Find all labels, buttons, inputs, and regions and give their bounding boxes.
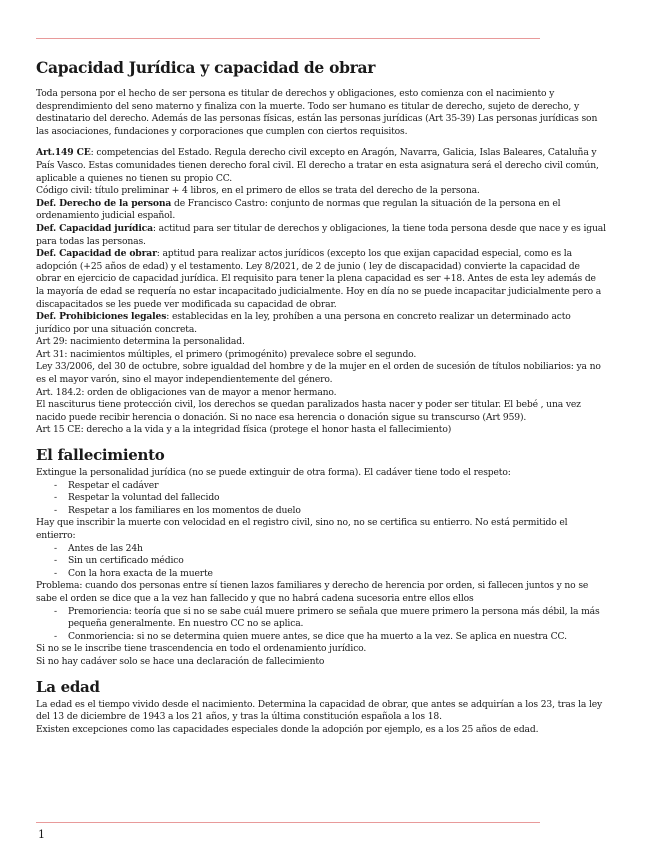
article-line: Art 15 CE: derecho a la vida y a la integridad física (protege el honor hasta el fallecimiento): [36, 424, 452, 436]
def-derecho-label: Def. Derecho de la persona: [36, 197, 172, 209]
def-prohibiciones-paragraph: [36, 311, 606, 336]
art149-paragraph: [36, 147, 606, 185]
registro-intro: Hay que inscribir la muerte con velocidad en el registro civil, sino no, no se certifica su entierro. No está permitido el entierro:: [36, 517, 568, 541]
list-item: - Con la hora exacta de la muerte: [56, 568, 606, 581]
def-derecho-paragraph: [36, 198, 606, 223]
teorias-list: [36, 606, 606, 644]
article-line: Art 31: nacimientos múltiples, el primero (primogénito) prevalece sobre el segundo.: [36, 348, 417, 360]
list-item: - Respetar la voluntad del fallecido: [56, 492, 606, 505]
page-title: Capacidad Jurídica y capacidad de obrar: [36, 58, 376, 77]
article-line: Art. 184.2: orden de obligaciones van de mayor a menor hermano.: [36, 386, 337, 398]
def-juridica-paragraph: [36, 223, 606, 248]
article-line: El nasciturus tiene protección civil, los derechos se quedan paralizados hasta nacer y poder ser titular. El bebé , una vez nacido puede recibir herencia o donación. Si no nace esa herencia o donación sigue su transcurso (Art 959).: [36, 399, 581, 423]
closing-line: Si no hay cadáver solo se hace una declaración de fallecimiento: [36, 655, 325, 667]
list-item: - Respetar el cadáver: [56, 480, 606, 493]
def-obrar-label: Def. Capacidad de obrar: [36, 248, 157, 260]
edad-heading: La edad: [36, 677, 100, 696]
edad-line: Existen excepciones como las capacidades especiales donde la adopción por ejemplo, es a los 25 años de edad.: [36, 723, 539, 735]
list-item: - Sin un certificado médico: [56, 555, 606, 568]
problema-paragraph: Problema: cuando dos personas entre sí tienen lazos familiares y derecho de herencia por orden, si fallecen juntos y no se sabe el orden se dice que a la vez han fallecido y que no habrá cadena sucesoria entre ellos ellos: [36, 580, 589, 604]
closing-line: Si no se le inscribe tiene trascendencia en todo el ordenamiento jurídico.: [36, 643, 367, 655]
registro-list: [36, 543, 606, 581]
page-number: 1: [38, 828, 45, 841]
list-item: - Premoriencia: teoría que si no se sabe cuál muere primero se señala que muere primero la persona más débil, la más pequeña generalmente. En nuestro CC no se aplica.: [56, 606, 606, 631]
def-juridica-text: : actitud para ser titular de derechos y obligaciones, la tiene toda persona desde que nace y es igual para todas las personas.: [36, 222, 606, 247]
document-body: [36, 54, 606, 736]
def-juridica-label: Def. Capacidad jurídica: [36, 222, 153, 234]
def-obrar-text: : aptitud para realizar actos jurídicos (excepto los que exijan capacidad especial, como es la adopción (+25 años de edad) y el testamento. Ley 8/2021, de 2 de junio ( ley de discapacidad) convierte la capacidad de obrar en ejercicio de capacidad jurídica. El requisito para tener la plena capacidad es ser +18. Antes de esta ley además de la mayoría de edad se requería no estar incapacitado judicialmente. Hoy en día no se puede incapacitar judicialmente pero a discapacitados se les puede ver modificada su capacidad de obrar.: [36, 248, 602, 310]
article-line: Art 29: nacimiento determina la personalidad.: [36, 336, 245, 348]
def-obrar-paragraph: [36, 248, 606, 311]
edad-line: La edad es el tiempo vivido desde el nacimiento. Determina la capacidad de obrar, que antes se adquirían a los 23, tras la ley del 13 de diciembre de 1943 a los 21 años, y tras la última constitución española a los 18.: [36, 698, 603, 723]
list-item: - Respetar a los familiares en los momentos de duelo: [56, 505, 606, 518]
list-item: - Antes de las 24h: [56, 543, 606, 556]
intro-paragraph: Toda persona por el hecho de ser persona es titular de derechos y obligaciones, esto comienza con el nacimiento y desprendimiento del seno materno y finaliza con la muerte. Todo ser humano es titular de derecho, sujeto de derecho, y destinatario del derecho. Además de las personas físicas, están las personas jurídicas (Art 35-39) Las personas jurídicas son las asociaciones, fundaciones y corporaciones que cumplen con ciertos requisitos.: [36, 88, 598, 137]
art149-label: Art.149 CE: [36, 147, 91, 159]
list-item: - Conmoriencia: si no se determina quien muere antes, se dice que ha muerto a la vez. Se aplica en nuestra CC.: [56, 631, 606, 644]
footer-rule: [36, 822, 540, 823]
def-prohibiciones-label: Def. Prohibiciones legales: [36, 311, 167, 323]
def-derecho-text: de Francisco Castro: conjunto de normas que regulan la situación de la persona en el ordenamiento judicial español.: [36, 197, 561, 222]
codigo-civil-line: Código civil: título preliminar + 4 libros, en el primero de ellos se trata del derecho de la persona.: [36, 185, 480, 197]
header-rule: [36, 38, 540, 39]
art149-text: : competencias del Estado. Regula derecho civil excepto en Aragón, Navarra, Galicia, Islas Baleares, Cataluña y País Vasco. Estas comunidades tienen derecho foral civil. El derecho a tratar en esta asignatura será el derecho civil común, aplicable a quienes no tienen su propio CC.: [36, 147, 599, 184]
fallecimiento-heading: El fallecimiento: [36, 446, 165, 465]
article-line: Ley 33/2006, del 30 de octubre, sobre igualdad del hombre y de la mujer en el orden de sucesión de títulos nobiliarios: ya no es el mayor varón, sino el mayor independientemente del género.: [36, 361, 601, 386]
respeto-list: [36, 480, 606, 518]
def-prohibiciones-text: : establecidas en la ley, prohíben a una persona en concreto realizar un determinado acto jurídico por una situación concreta.: [36, 311, 571, 335]
fallecimiento-intro: Extingue la personalidad jurídica (no se puede extinguir de otra forma). El cadáver tiene todo el respeto:: [36, 467, 511, 479]
